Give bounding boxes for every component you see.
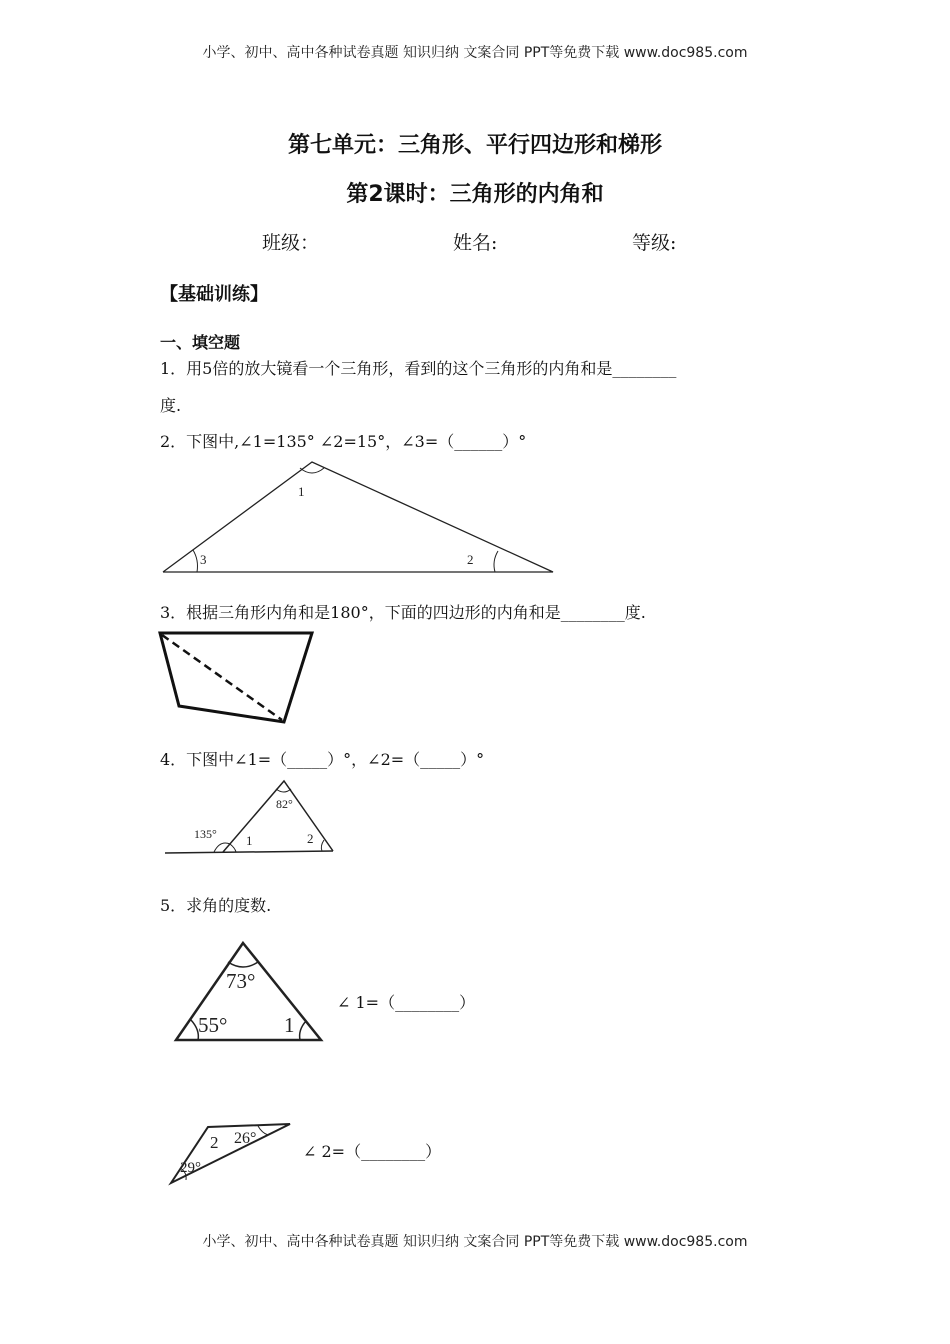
section-heading: 【基础训练】 [160,284,268,305]
question-4: 4．下图中∠1=（_____）°，∠2=（_____）° [160,750,485,769]
class-label: 班级： [262,232,320,254]
angle-2-label: 2 [467,552,474,567]
angle-82-label: 82° [276,797,293,811]
angle-1-label: 1 [284,1013,295,1037]
lesson-title: 第2课时：三角形的内角和 [346,182,604,207]
grade-label: 等级: [632,232,677,254]
angle-29-label: 29° [180,1160,201,1176]
triangle-figure-q4 [165,781,333,853]
quadrilateral-figure-q3 [160,633,312,722]
page-footer: 小学、初中、高中各种试卷真题 知识归纳 文案合同 PPT等免费下载 www.doc985.com [202,1234,748,1250]
question-3: 3．根据三角形内角和是180°，下面的四边形的内角和是________度. [160,603,646,622]
angle-26-label: 26° [234,1130,257,1147]
question-2: 2．下图中,∠1=135° ∠2=15°，∠3=（______）° [160,432,527,451]
angle-55-label: 55° [198,1013,228,1037]
triangle-figure-q5b [171,1124,290,1183]
question-1: 1．用5倍的放大镜看一个三角形，看到的这个三角形的内角和是________ [160,359,677,378]
triangle-figure-q2 [163,462,553,572]
question-1-cont: 度. [160,396,182,415]
angle-3-label: 3 [200,552,207,567]
angle-2-label: 2 [210,1133,219,1152]
angle-1-label: 1 [246,833,253,848]
question-5-part-2: ∠ 2=（________） [303,1142,442,1161]
part-heading: 一、填空题 [160,333,241,352]
name-label: 姓名: [453,232,498,254]
unit-title: 第七单元：三角形、平行四边形和梯形 [287,133,662,158]
angle-135-label: 135° [194,827,217,841]
angle-1-label: 1 [298,484,305,499]
triangle-figure-q5a [176,943,321,1040]
question-5-part-1: ∠ 1=（________） [337,993,476,1012]
angle-2-label: 2 [307,831,314,846]
page-header: 小学、初中、高中各种试卷真题 知识归纳 文案合同 PPT等免费下载 www.doc985.com [202,45,748,61]
angle-73-label: 73° [226,969,256,993]
question-5: 5．求角的度数. [160,896,272,915]
